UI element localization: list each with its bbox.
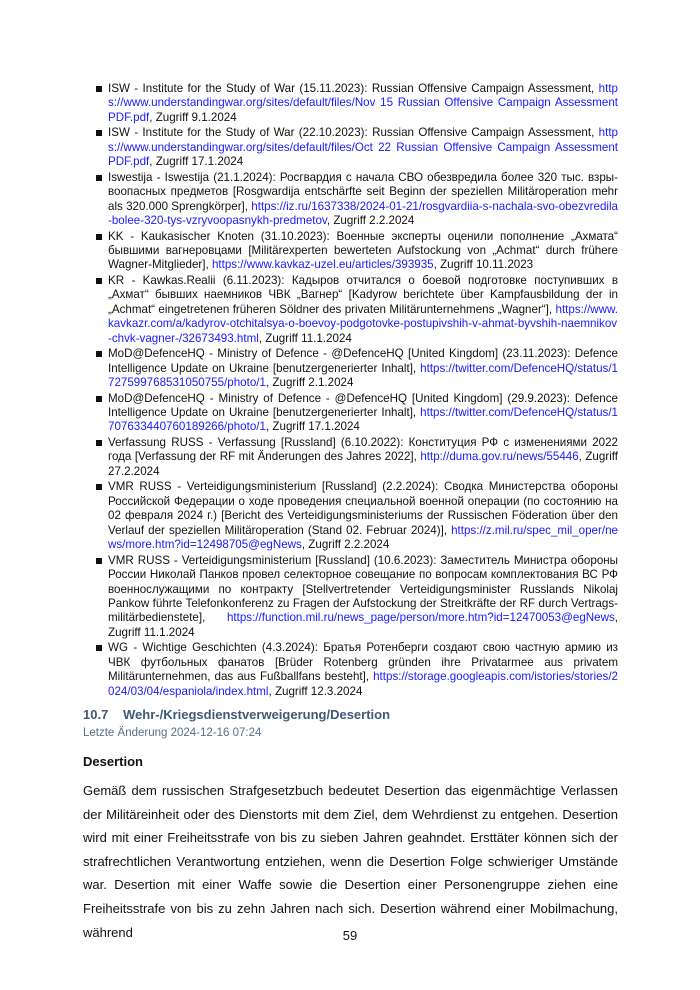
access-date: , Zugriff 2.2.2024 (301, 538, 390, 552)
reference-item (96, 82, 618, 125)
reference-item (96, 480, 618, 552)
reference-text: VMR RUSS - Verteidigungsministerium [Russland] (10.6.2023): Заместитель Министра обороны России Николай Панков провел селекторное совещание по вопросам комплектования ВС РФ военнослужащими по контракту [Stellvertretender Verteidigungsminister Russlands Nikolaj Pankow führte Telefonkonferenz zu Fragen der Aufstockung der Streitkräfte der RF durch Vertragsmilitärbedienstete], (108, 553, 618, 625)
access-date: , Zugriff 11.1.2024 (108, 611, 618, 639)
body-paragraph: Gemäß dem russischen Strafgesetzbuch bedeutet Desertion das eigenmächtige Verlassen der Militäreinheit oder des Dienstorts mit dem Ziel, dem Wehrdienst zu entgehen. Desertion wird mit einer Freiheitsstrafe von bis zu sieben Jahren geahndet. Ersttäter können sich der strafrechtlichen Verantwortung entziehen, wenn die Desertion Folge schwieriger Umstände war. Desertion mit einer Waffe sowie die Desertion einer Personengruppe ziehen eine Freiheitsstrafe von bis zu zehn Jahren nach sich. Desertion während einer Mobilmachung, während (83, 783, 618, 940)
bullet-icon (96, 396, 102, 402)
bullet-icon (96, 130, 102, 136)
access-date: , Zugriff 17.1.2024 (149, 155, 244, 169)
bullet-icon (96, 175, 102, 181)
reference-item (96, 230, 618, 273)
section-title: Wehr-/Kriegsdienstverweigerung/Desertion (123, 707, 391, 722)
bullet-icon (96, 86, 102, 92)
reference-text: VMR RUSS - Verteidigungsministerium [Russland] (2.2.2024): Сводка Министерства обороны Российской Федерации о ходе проведения специальной военной операции (по состоянию на 02 февраля 2024 г.) [Bericht des Verteidigungsministeriums der Russischen Föderation über den Verlauf der speziellen Militäroperation (Stand 02. Februar 2024)], (108, 480, 618, 537)
reference-link[interactable]: https://twitter.com/DefenceHQ/status/1707633440760189266/photo/1 (108, 406, 618, 434)
section-heading (83, 707, 390, 722)
access-date: , Zugriff 12.3.2024 (268, 684, 363, 698)
access-date: , Zugriff 10.11.2023 (433, 258, 534, 272)
reference-item (96, 171, 618, 229)
access-date: , Zugriff 17.1.2024 (265, 420, 360, 434)
access-date: , Zugriff 11.1.2024 (258, 331, 352, 345)
reference-text: Iswestija - Iswestija (21.1.2024): Росгвардия с начала СВО обезвредила более 320 тыс. взрывоопасных предметов [Rosgwardija entschärfte seit Beginn der speziellen Militäroperation mehr als 320.000 Sprengkörper], (108, 170, 618, 213)
reference-link[interactable]: https://storage.googleapis.com/istories/stories/2024/03/04/espaniola/index.html (108, 670, 618, 698)
section-number: 10.7 (83, 707, 109, 722)
reference-link[interactable]: https://twitter.com/DefenceHQ/status/1727599768531050755/photo/1 (108, 361, 618, 390)
reference-link[interactable]: https://www.understandingwar.org/sites/default/files/Nov 15 Russian Offensive Campaign Assessment PDF.pdf (108, 82, 618, 124)
reference-item (96, 436, 618, 479)
reference-item (96, 641, 618, 699)
page-number: 59 (342, 928, 358, 943)
access-date: , Zugriff 9.1.2024 (149, 110, 237, 124)
reference-link[interactable]: http://duma.gov.ru/news/55446 (420, 450, 579, 464)
subheading: Desertion (83, 754, 143, 769)
bullet-icon (96, 558, 102, 564)
bullet-icon (96, 351, 102, 357)
reference-text: ISW - Institute for the Study of War (22.10.2023): Russian Offensive Campaign Assessment, (108, 126, 599, 140)
reference-link[interactable]: https://www.kavkaz-uzel.eu/articles/393935 (211, 258, 434, 272)
bullet-icon (96, 645, 102, 651)
reference-link[interactable]: https://z.mil.ru/spec_mil_oper/news/more.htm?id=12498705@egNews (108, 523, 618, 552)
access-date: , Zugriff 27.2.2024 (108, 450, 619, 478)
bullet-icon (96, 484, 102, 490)
reference-text: WG - Wichtige Geschichten (4.3.2024): Братья Ротенберги создают свою частную армию из ЧВК футбольных фанатов [Brüder Rotenberg gründen ihre Privatarmee aus privatem Militärunternehmen, das aus Fußballfans besteht], (108, 641, 618, 684)
reference-text: ISW - Institute for the Study of War (15.11.2023): Russian Offensive Campaign Assessment, (108, 82, 599, 95)
reference-link[interactable]: https://iz.ru/1637338/2024-01-21/rosgvardiia-s-nachala-svo-obezvredila-bolee-320-tys-vzryvoopasnykh-predmetov (108, 199, 618, 228)
reference-link[interactable]: https://function.mil.ru/news_page/person/more.htm?id=12470053@egNews (226, 611, 615, 625)
bullet-icon (96, 234, 102, 240)
reference-text: KR - Kawkas.Realii (6.11.2023): Кадыров отчитался о боевой подготовке поступивших в „Ахмат“ бывших наемников ЧВК „Вагнер“ [Kadyrow berichtete über Kampfausbildung der in „Achmat“ eingetretenen früheren Söldner des privaten Militärunternehmens „Wagner“], (108, 274, 618, 316)
reference-text: MoD@DefenceHQ - Ministry of Defence - @DefenceHQ [United Kingdom] (23.11.2023): Defence Intelligence Update on Ukraine [benutzergenerierter Inhalt], (108, 347, 618, 375)
reference-text: KK - Kaukasischer Knoten (31.10.2023): Военные эксперты оценили пополнение „Ахмата“ бывшими вагнеровцами [Militärexperten bewerteten Aufstockung von „Achmat“ durch frühere Wagner-Mitglieder], (108, 229, 618, 272)
reference-list (96, 82, 618, 700)
reference-item (96, 347, 618, 390)
access-date: , Zugriff 2.1.2024 (265, 376, 354, 390)
reference-item (96, 126, 618, 169)
reference-text: Verfassung RUSS - Verfassung [Russland] (6.10.2022): Конституция РФ с изменениями 2022 года [Verfassung der RF mit Änderungen des Jahres 2022], (108, 436, 618, 464)
reference-text: MoD@DefenceHQ - Ministry of Defence - @DefenceHQ [United Kingdom] (29.9.2023): Defence Intelligence Update on Ukraine [benutzergenerierter Inhalt], (108, 391, 618, 420)
reference-link[interactable]: https://www.understandingwar.org/sites/default/files/Oct 22 Russian Offensive Campaign Assessment PDF.pdf (108, 126, 618, 169)
last-changed: Letzte Änderung 2024-12-16 07:24 (83, 727, 262, 739)
reference-item (96, 554, 618, 640)
access-date: , Zugriff 2.2.2024 (326, 214, 415, 228)
bullet-icon (96, 278, 102, 284)
reference-link[interactable]: https://www.kavkazr.com/a/kadyrov-otchitalsya-o-boevoy-podgotovke-postupivshih-v-ahmat-byvshih-naemnikov-chvk-vagner-/32673493.html (108, 302, 618, 345)
reference-item (96, 392, 618, 435)
reference-item (96, 274, 618, 346)
bullet-icon (96, 440, 102, 446)
